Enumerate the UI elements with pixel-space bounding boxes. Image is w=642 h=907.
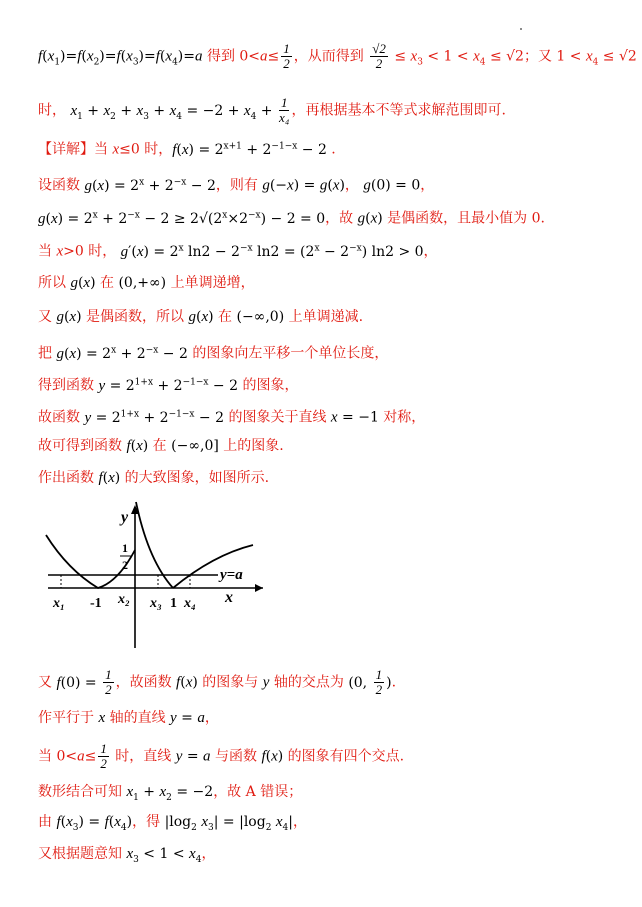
text-line-6: 当 x>0 时， $g'(x) = 2^x$ $\ln 2 - 2^{-x}$ $\ln 2 = (2^x - 2^{-x}) \ln 2 > 0$， — [38, 243, 438, 260]
text-line-3: 【详解】当 x≤0 时，$f(x) = 2^{x+1} + 2^{-1-x} - 2$ . — [38, 141, 336, 158]
text-line-2: 时， $x_1 + x_2 + x_3 + x_4 = -2 + x_4$ + $\frac{1}{\text{x₄}}$ ，再根据基本不等式求解范围即可. — [38, 95, 506, 125]
text-line-19: 又根据题意知 $x_3 < 1 < x_4$， — [38, 846, 216, 865]
text-line-16: 当 0<a≤ $\frac{1}{2}$ 时，直线 y = a 与函数 f(x) 的图象有四个交点. — [38, 741, 405, 771]
graph-line-label: y=a — [220, 567, 243, 583]
tick-1: 1 — [170, 596, 177, 611]
text-line-15: 作平行于 x 轴的直线 y = a， — [38, 710, 219, 726]
text-line-10: 得到函数 $y = 2^{1+x} + 2^{-1-x} - 2$ 的图象， — [38, 377, 299, 394]
graph-half-num: 1 — [122, 541, 128, 555]
text-line-13: 作出函数 f(x) 的大致图象，如图所示. — [38, 470, 270, 486]
function-graph — [38, 500, 268, 650]
graph-x-label: x — [225, 589, 233, 606]
tick-x4: x₄ — [184, 596, 196, 611]
tick-neg1: -1 — [90, 596, 102, 611]
text-line-17: 数形结合可知 $x_1 + x_2 = -2$，故 A 错误； — [38, 784, 303, 803]
tick-x1: x₁ — [53, 596, 65, 611]
text-line-14: 又 f(0) = $\frac{1}{2}$ ，故函数 f(x) 的图象与 y 轴的交点为 (0, $\frac{1}{2}$ ). — [38, 667, 397, 697]
text-line-1: $f(x_1)=f(x_2)=f(x_3)=f(x_4)=a$ 得到 0<a≤ $\frac{1}{2}$ ，从而得到 $\frac{√2}{2}$ ≤ $x_3 < 1 < x_4 \le √2$；又 $1 < x_4 \le √2$ — [38, 41, 637, 71]
tick-x2: x₂ — [118, 592, 130, 607]
graph-y-label: y — [121, 509, 129, 526]
graph-half-den: 2 — [122, 558, 128, 572]
text-line-9: 把 $g(x) = 2^x + 2^{-x} - 2$ 的图象向左平移一个单位长度， — [38, 345, 389, 362]
text-line-11: 故函数 $y = 2^{1+x} + 2^{-1-x} - 2$ 的图象关于直线 x = −1 对称， — [38, 409, 426, 426]
text-line-18: 由 $f(x_3) = f(x_4)$，得 $|\log_2$ $x_3| = |\log_2$ $x_4|$， — [38, 814, 307, 833]
stray-dot — [520, 28, 522, 30]
text-line-5: $g(x) = 2^x + 2^{-x} - 2 \ge 2√(2^x\times 2^{-x}) - 2 = 0$，故 g(x) 是偶函数，且最小值为 0. — [38, 210, 545, 227]
tick-x3: x₃ — [150, 596, 162, 611]
text-line-7: 所以 g(x) 在 (0,+∞) 上单调递增， — [38, 275, 255, 291]
text-line-4: 设函数 $g(x) = 2^x + 2^{-x} - 2$，则有 g(−x) = g(x)， g(0) = 0， — [38, 177, 435, 194]
text-line-8: 又 g(x) 是偶函数，所以 g(x) 在 (−∞,0) 上单调递减. — [38, 309, 364, 325]
text-line-12: 故可得到函数 f(x) 在 (−∞,0] 上的图象. — [38, 438, 284, 454]
